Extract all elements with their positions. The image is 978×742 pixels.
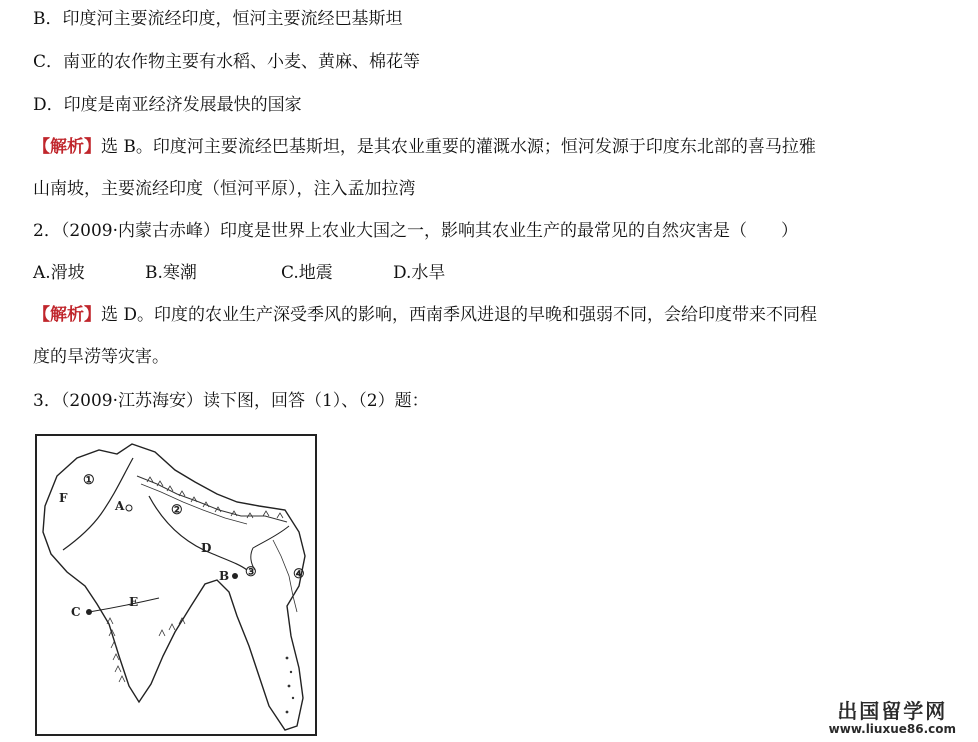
label-3: ③ — [245, 565, 257, 580]
mountain-symbols — [147, 477, 283, 518]
himalaya-range — [137, 476, 287, 522]
analysis-2 — [33, 304, 817, 326]
choice-b: B.寒潮 — [145, 263, 197, 283]
map-drawing — [37, 436, 315, 734]
islands — [286, 657, 295, 714]
label-f: F — [59, 491, 68, 505]
choice-a: A.滑坡 — [33, 263, 85, 283]
label-4: ④ — [293, 567, 305, 582]
question-2-choices — [33, 262, 473, 284]
brahmaputra-river — [251, 526, 289, 570]
city-b-marker — [232, 573, 238, 579]
choice-d: D.水旱 — [393, 263, 446, 283]
analysis-text: 选 D。印度的农业生产深受季风的影响，西南季风进退的早晚和强弱不同，会给印度带来不同程 — [101, 305, 818, 325]
south-asia-map — [35, 434, 317, 736]
watermark-logo — [829, 700, 956, 736]
analysis-tag: 【解析】 — [33, 305, 101, 325]
label-e: E — [129, 595, 139, 609]
label-a: A — [115, 499, 125, 513]
option-d: D．印度是南亚经济发展最快的国家 — [33, 95, 302, 115]
analysis-1 — [33, 136, 816, 158]
label-b: B — [219, 569, 230, 583]
ganges-river — [149, 496, 247, 570]
narmada-river — [89, 598, 159, 612]
option-c: C．南亚的农作物主要有水稻、小麦、黄麻、棉花等 — [33, 52, 421, 72]
analysis-tag: 【解析】 — [33, 137, 101, 157]
question-2: 2．（2009·内蒙古赤峰）印度是世界上农业大国之一，影响其农业生产的最常见的自然灾害是（ ） — [33, 221, 798, 241]
label-1: ① — [83, 473, 95, 488]
choice-c: C.地震 — [281, 263, 333, 283]
label-2: ② — [171, 503, 183, 518]
watermark-name: 出国留学网 — [837, 699, 948, 723]
city-c-marker — [86, 609, 92, 615]
label-c: C — [71, 605, 81, 619]
analysis-1-continued: 山南坡，主要流经印度（恒河平原），注入孟加拉湾 — [33, 179, 416, 199]
label-d: D — [201, 541, 212, 555]
analysis-text: 选 B。印度河主要流经巴基斯坦，是其农业重要的灌溉水源；恒河发源于印度东北部的喜马拉雅 — [101, 137, 816, 157]
analysis-2-continued: 度的旱涝等灾害。 — [33, 347, 169, 367]
eastern-ghats — [159, 618, 185, 636]
watermark-url: www.liuxue86.com — [828, 722, 956, 736]
question-3: 3．（2009·江苏海安）读下图，回答（1）、（2）题： — [33, 391, 429, 411]
city-a-marker — [126, 505, 132, 511]
option-b: B．印度河主要流经印度，恒河主要流经巴基斯坦 — [33, 9, 403, 29]
